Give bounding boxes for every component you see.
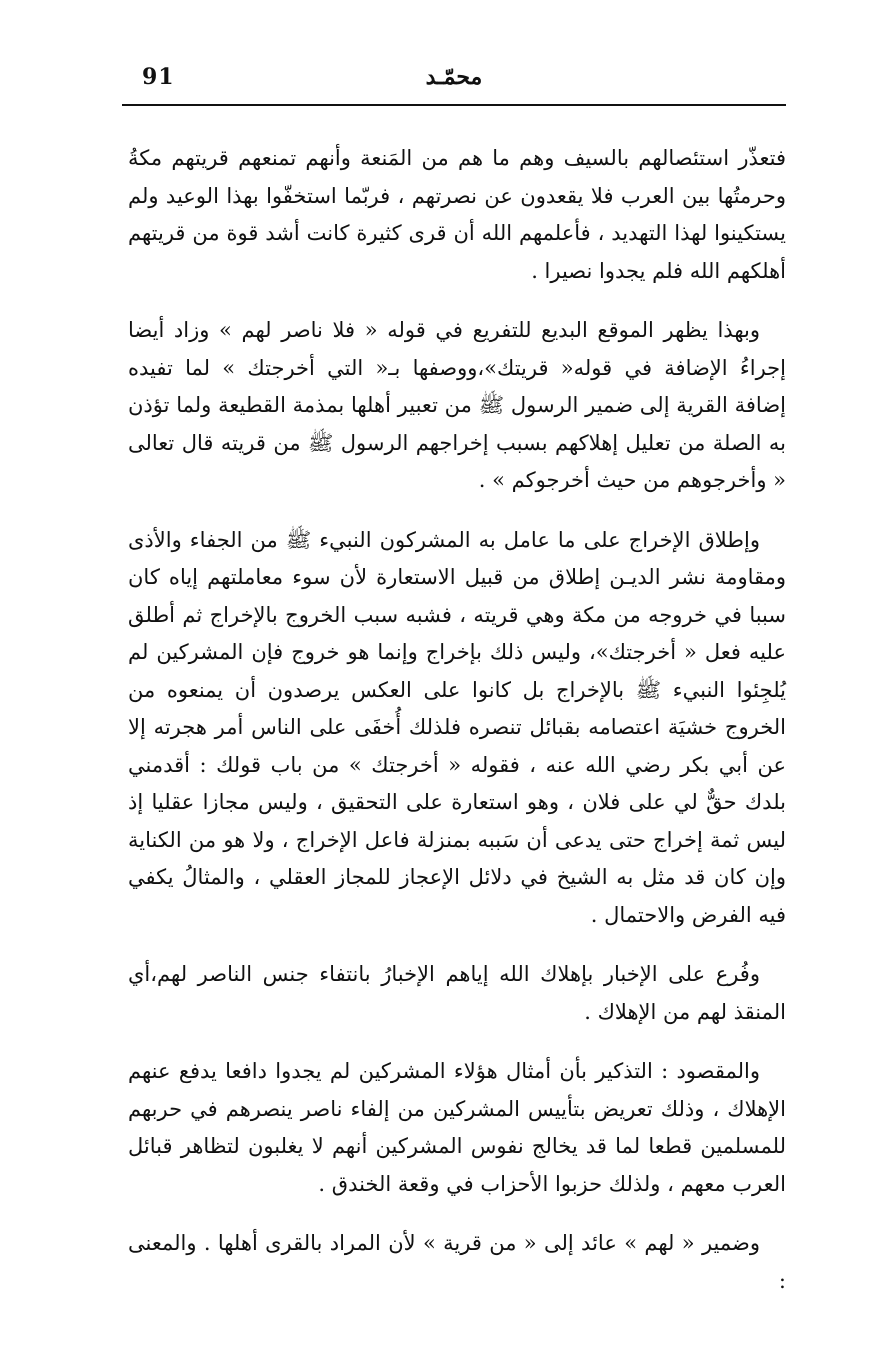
paragraph-5: والمقصود : التذكير بأن أمثال هؤلاء المشركين لم يجدوا دافعا يدفع عنهم الإهلاك ، وذلك تعريض بتأييس المشركين من إلفاء ناصر ينصرهم في حربهم للمسلمين قطعا لما قد يخالج نفوس المشركين أنهم لا يغلبون لتظاهر قبائل العرب معهم ، ولذلك حزبوا الأحزاب في وقعة الخندق . bbox=[128, 1059, 786, 1196]
body-text bbox=[128, 140, 786, 1322]
header-divider bbox=[122, 104, 786, 106]
paragraph-3: وإطلاق الإخراج على ما عامل به المشركون النبيء ﷺ من الجفاء والأذى ومقاومة نشر الديـن إطلاق من قبيل الاستعارة لأن سوء معاملتهم إياه كان سببا في خروجه من مكة وهي قريته ، فشبه سبب الخروج بالإخراج ثم أطلق عليه فعل « أخرجتك»، وليس ذلك بإخراج وإنما هو خروج فإن المشركين لم يُلجِئوا النبيء ﷺ بالإخراج بل كانوا على العكس يرصدون أن يمنعوه من الخروج خشيَة اعتصامه بقبائل تنصره فلذلك أُخفَى على الناس أمر هجرته إلا عن أبي بكر رضي الله عنه ، فقوله « أخرجتك » من باب قولك : أقدمني بلدك حقٌّ لي على فلان ، وهو استعارة على التحقيق ، وليس مجازا عقليا إذ ليس ثمة إخراج حتى يدعى أن سَببه بمنزلة فاعل الإخراج ، ولا هو من الكناية وإن كان قد مثل به الشيخ في دلائل الإعجاز للمجاز العقلي ، والمثالُ يكفي فيه الفرض والاحتمال . bbox=[128, 527, 786, 927]
running-title: محمّـد bbox=[425, 64, 483, 90]
paragraph-6: وضمير « لهم » عائد إلى « من قرية » لأن المراد بالقرى أهلها . والمعنى : bbox=[128, 1231, 786, 1293]
page-number: 91 bbox=[142, 64, 175, 90]
page-header bbox=[122, 58, 786, 102]
paragraph-2: وبهذا يظهر الموقع البديع للتفريع في قوله « فلا ناصر لهم » وزاد أيضا إجراءُ الإضافة في قوله« قريتك»،ووصفها بـ« التي أخرجتك » لما تفيده إضافة القرية إلى ضمير الرسول ﷺ من تعبير أهلها بمذمة القطيعة ولما تؤذن به الصلة من تعليل إهلاكهم بسبب إخراجهم الرسول ﷺ من قريته قال تعالى « وأخرجوهم من حيث أخرجوكم » . bbox=[128, 318, 786, 492]
paragraph-1: فتعذّر استئصالهم بالسيف وهم ما هم من المَنعة وأنهم تمنعهم قريتهم مكةُ وحرمتُها بين العرب فلا يقعدون عن نصرتهم ، فربّما استخفّوا بهذا الوعيد ولم يستكينوا لهذا التهديد ، فأعلمهم الله أن قرى كثيرة كانت أشد قوة من قريتهم أهلكهم الله فلم يجدوا نصيرا . bbox=[128, 146, 786, 283]
paragraph-4: وفُرع على الإخبار بإهلاك الله إياهم الإخبارُ بانتفاء جنس الناصر لهم،أي المنقذ لهم من الإهلاك . bbox=[128, 962, 786, 1024]
